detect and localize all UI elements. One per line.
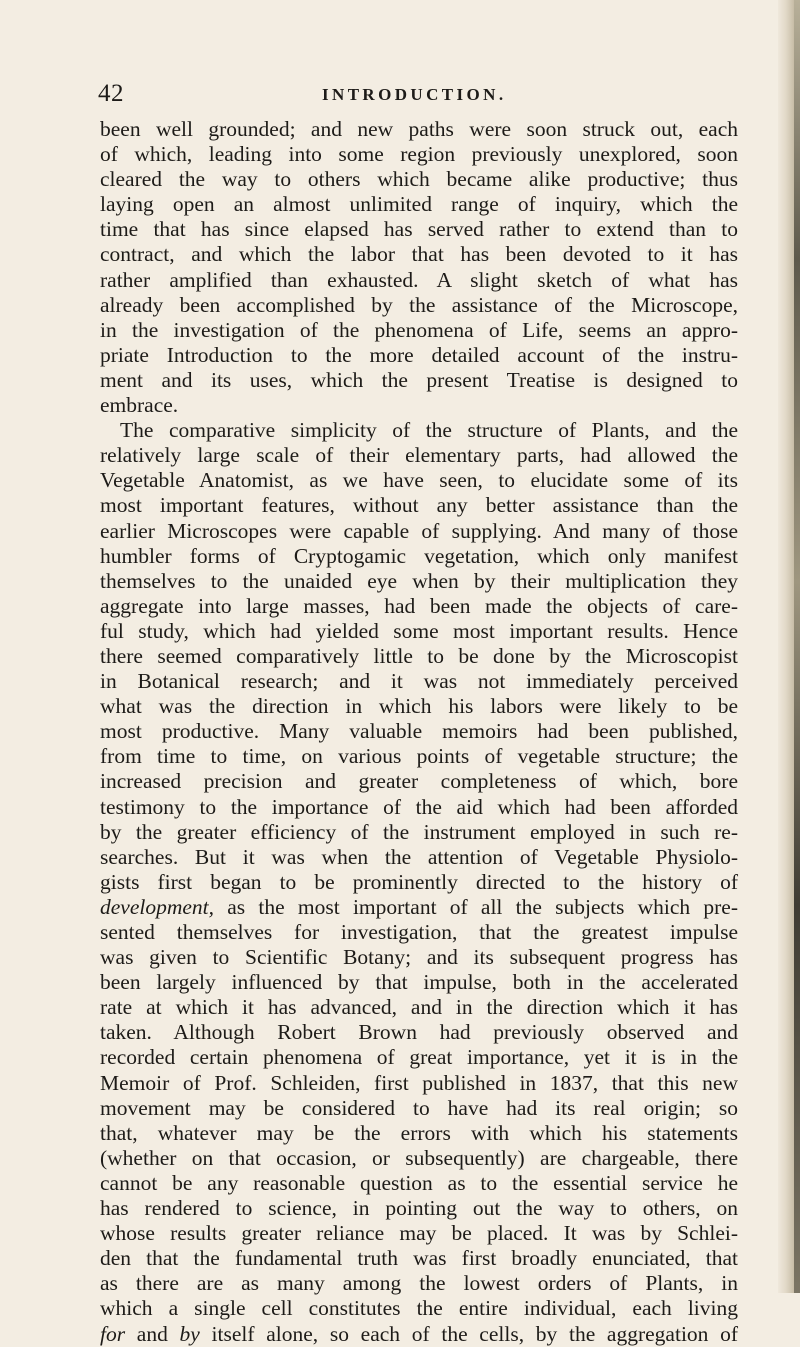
page-number: 42 — [98, 80, 124, 107]
text-line: sented themselves for investigation, that the greatest impulse — [100, 920, 738, 944]
body-text — [100, 117, 738, 1347]
text-line: den that the fundamental truth was first broadly enunciated, that — [100, 1246, 738, 1271]
text-line: taken. Although Robert Brown had previously observed and — [100, 1020, 738, 1045]
page-edge-binding — [794, 0, 800, 1293]
text-line-with-italic — [100, 895, 738, 920]
text-line: in Botanical research; and it was not immediately perceived — [100, 669, 738, 694]
text-line: rather amplified than exhausted. A slight sketch of what has — [100, 267, 738, 292]
running-title: INTRODUCTION. — [322, 85, 507, 104]
text-line: as there are as many among the lowest orders of Plants, in — [100, 1271, 738, 1296]
italic-for: for — [100, 1321, 126, 1346]
text-line: laying open an almost unlimited range of inquiry, which the — [100, 192, 738, 217]
text-line: cannot be any reasonable question as to the essential service he — [100, 1170, 738, 1195]
italic-by: by — [179, 1321, 200, 1346]
text-span: itself alone, so each of the cells, by the aggregation of — [211, 1321, 739, 1346]
text-line: (whether on that occasion, or subsequently) are chargeable, there — [100, 1145, 738, 1170]
text-line: embrace. — [100, 393, 179, 418]
text-line: time that has since elapsed has served rather to extend than to — [100, 217, 738, 242]
page-header — [98, 80, 738, 110]
text-line: whose results greater reliance may be placed. It was by Schlei- — [100, 1221, 738, 1246]
text-line: by the greater efficiency of the instrument employed in such re- — [100, 819, 738, 844]
text-line: been well grounded; and new paths were soon struck out, each — [100, 117, 738, 141]
text-line: in the investigation of the phenomena of Life, seems an appro- — [100, 317, 738, 342]
text-span: as the most important of all the subjects which pre- — [227, 894, 739, 919]
text-line: already been accomplished by the assistance of the Microscope, — [100, 292, 738, 317]
text-line: most important features, without any better assistance than the — [100, 493, 738, 518]
text-line: of which, leading into some region previously unexplored, soon — [100, 142, 738, 167]
text-line: cleared the way to others which became alike productive; thus — [100, 167, 738, 192]
text-line: earlier Microscopes were capable of supplying. And many of those — [100, 518, 738, 543]
text-line: has rendered to science, in pointing out the way to others, on — [100, 1196, 738, 1221]
text-span: and — [136, 1321, 168, 1346]
text-line: contract, and which the labor that has been devoted to it has — [100, 242, 738, 267]
text-line: increased precision and greater completeness of which, bore — [100, 769, 738, 794]
text-line: that, whatever may be the errors with which his statements — [100, 1120, 738, 1145]
text-line: searches. But it was when the attention of Vegetable Physiolo- — [100, 844, 738, 869]
text-line-with-italic — [100, 1322, 738, 1347]
text-line: themselves to the unaided eye when by their multiplication they — [100, 568, 738, 593]
text-line: ment and its uses, which the present Treatise is designed to — [100, 367, 738, 392]
text-line: there seemed comparatively little to be done by the Microscopist — [100, 643, 738, 668]
text-line: relatively large scale of their elementary parts, had allowed the — [100, 443, 738, 468]
text-line: was given to Scientific Botany; and its subsequent progress has — [100, 945, 738, 970]
text-line: been largely influenced by that impulse, both in the accelerated — [100, 970, 738, 995]
text-line: from time to time, on various points of vegetable structure; the — [100, 744, 738, 769]
italic-development: development, — [100, 894, 215, 919]
text-line: recorded certain phenomena of great importance, yet it is in the — [100, 1045, 738, 1070]
text-line: aggregate into large masses, had been made the objects of care- — [100, 593, 738, 618]
text-line: movement may be considered to have had its real origin; so — [100, 1095, 738, 1120]
paragraph-start: The comparative simplicity of the structure of Plants, and the — [120, 418, 738, 443]
text-line: gists first began to be prominently directed to the history of — [100, 869, 738, 894]
text-line: most productive. Many valuable memoirs had been published, — [100, 719, 738, 744]
text-line: rate at which it has advanced, and in the direction which it has — [100, 995, 738, 1020]
text-line: what was the direction in which his labors were likely to be — [100, 694, 738, 719]
text-line: ful study, which had yielded some most important results. Hence — [100, 618, 738, 643]
text-line: Memoir of Prof. Schleiden, first published in 1837, that this new — [100, 1070, 738, 1095]
text-line: humbler forms of Cryptogamic vegetation, which only manifest — [100, 543, 738, 568]
text-line: testimony to the importance of the aid which had been afforded — [100, 794, 738, 819]
text-line: which a single cell constitutes the entire individual, each living — [100, 1296, 738, 1321]
text-line: priate Introduction to the more detailed account of the instru- — [100, 342, 738, 367]
text-line: Vegetable Anatomist, as we have seen, to elucidate some of its — [100, 468, 738, 493]
